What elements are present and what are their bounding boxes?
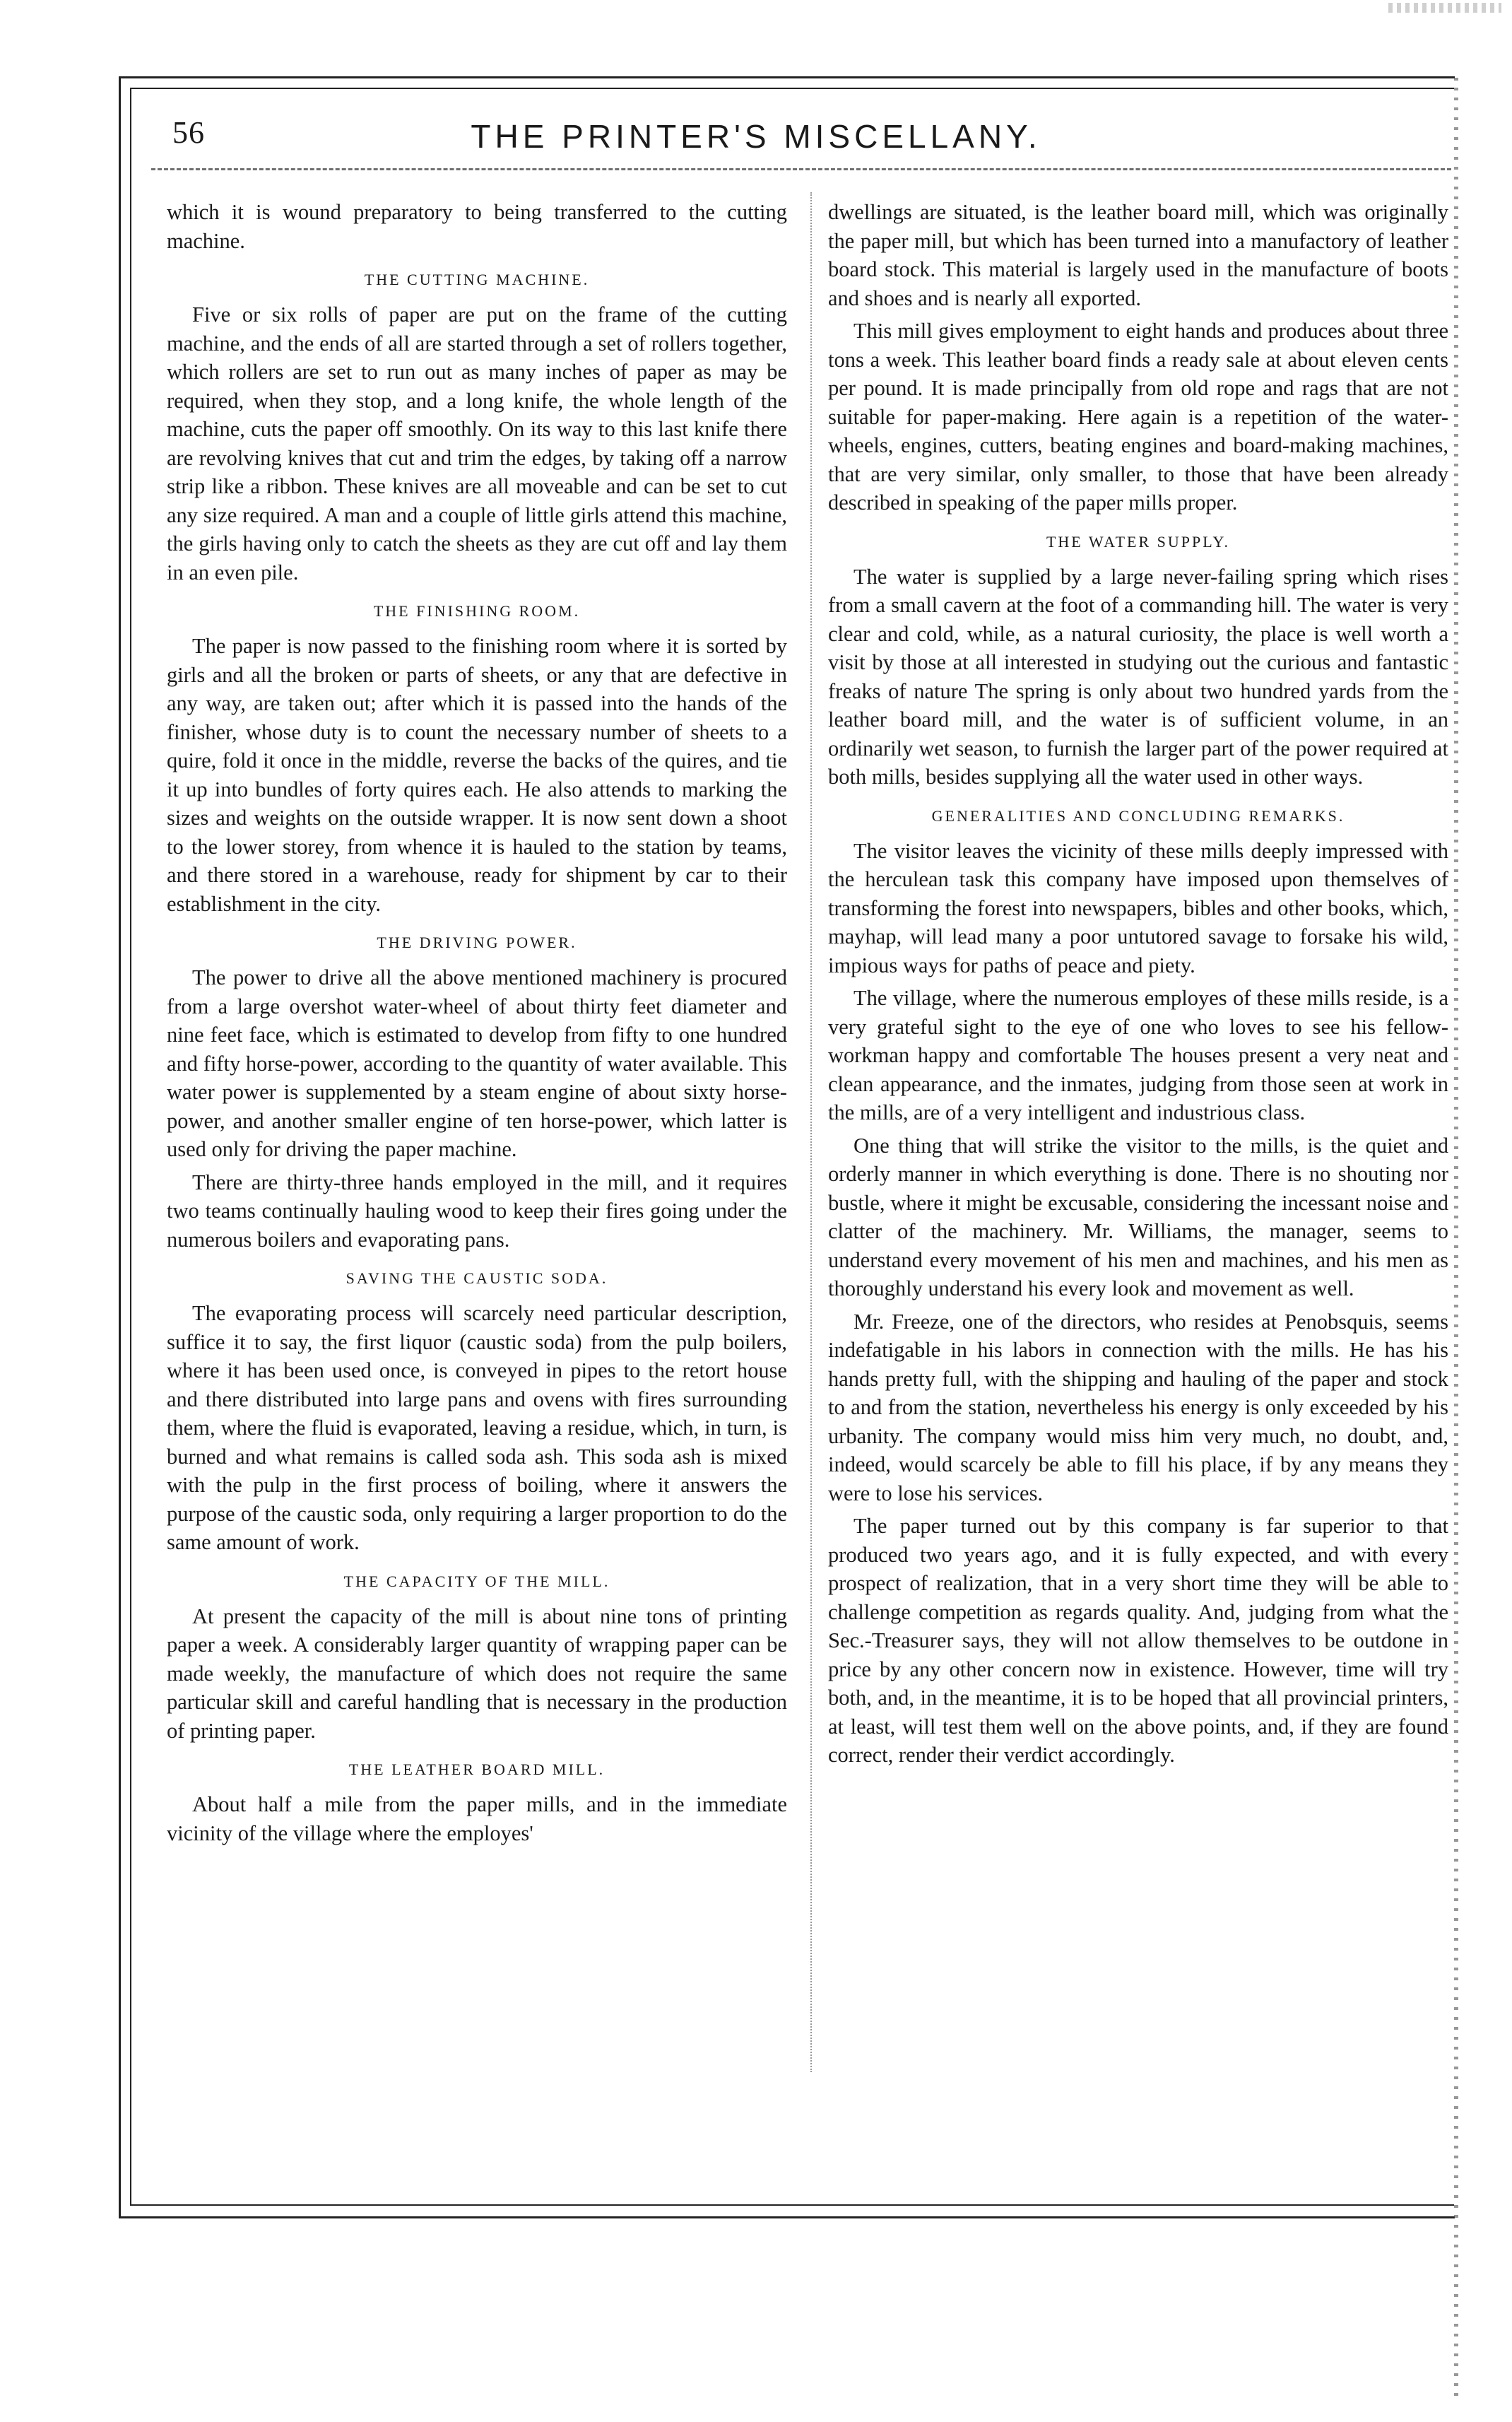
page-number: 56	[172, 115, 205, 150]
paragraph: which it is wound preparatory to being transferred to the cutting machine.	[167, 200, 787, 253]
section-heading: GENERALITIES AND CONCLUDING REMARKS.	[931, 806, 1345, 825]
paragraph: The evaporating process will scarcely need particular description, suffice it to say, the first liquor (caustic soda) from the pulp boilers, where it has been used once, is conveyed in pipes to the retort house and there distributed into large pans and ovens with fires surrounding them, where the fluid is evaporated, leaving a residue, which, in turn, is burned and what remains is called soda ash. This soda ash is mixed with the pulp in the first process of boiling, where it answers the purpose of the caustic soda, only requiring a larger proportion to do the same amount of work.	[167, 1301, 787, 1554]
section-heading: THE CAPACITY OF THE MILL.	[343, 1572, 610, 1590]
section-heading: SAVING THE CAUSTIC SODA.	[345, 1269, 608, 1287]
section-heading: THE WATER SUPPLY.	[1046, 532, 1231, 551]
paragraph: One thing that will strike the visitor to the mills, is the quiet and orderly manner in which everything is done. There is no shouting nor bustle, where it might be excusable, considering the incessant noise and clatter of the machinery. Mr. Williams, the manager, seems to understand every movement of his men and machines, and his men as thoroughly understand his every look and movement as well.	[828, 1133, 1448, 1300]
paragraph: There are thirty-three hands employed in the mill, and it requires two teams continually hauling wood to keep their fires going under the numerous boilers and evaporating pans.	[167, 1170, 787, 1252]
column-divider	[810, 192, 812, 2072]
paragraph: The water is supplied by a large never-failing spring which rises from a small cavern at the foot of a commanding hill. The water is very clear and cold, while, as a natural curiosity, the place is well worth a visit by those at all interested in studying out the curious and fantastic freaks of nature The spring is only about two hundred yards from the leather board mill, and the water is of sufficient volume, in an ordinarily wet season, to furnish the larger part of the power required at both mills, besides supplying all the water used in other ways.	[828, 564, 1448, 789]
header-rule	[151, 168, 1451, 170]
running-title: THE PRINTER'S MISCELLANY.	[471, 118, 1041, 155]
paragraph: dwellings are situated, is the leather board mill, which was originally the paper mill, but which has been turned into a manufactory of leather board stock. This material is largely used in the manufacture of boots and shoes and is nearly all exported.	[828, 200, 1448, 310]
paragraph: At present the capacity of the mill is about nine tons of printing paper a week. A considerably larger quantity of wrapping paper can be made weekly, the manufacture of which does not require the same particular skill and careful handling that is necessary in the production of printing paper.	[167, 1604, 787, 1743]
paragraph: The village, where the numerous employes of these mills reside, is a very grateful sight to the eye of one who loves to see his fellow-workman happy and comfortable The houses present a very neat and clean appearance, and the inmates, judging from those seen at work in the mills, are of a very intelligent and industrious class.	[828, 986, 1448, 1124]
paragraph: This mill gives employment to eight hands and produces about three tons a week. This leather board finds a ready sale at about eleven cents per pound. It is made principally from old rope and rags that are not suitable for paper-making. Here again is a repetition of the water-wheels, engines, cutters, beating engines and board-making machines, that are very similar, only smaller, to those that have been already described in speaking of the paper mills proper.	[828, 319, 1448, 515]
scan-smudge	[1388, 3, 1501, 13]
left-column	[167, 198, 787, 2106]
paragraph: The visitor leaves the vicinity of these mills deeply impressed with the herculean task this company have imposed upon themselves of transforming the forest into newspapers, bibles and other books, which, mayhap, will lead many a poor untutored savage to forsake his wild, impious ways for paths of peace and piety.	[828, 838, 1448, 977]
section-heading: THE DRIVING POWER.	[377, 934, 577, 951]
paragraph: Mr. Freeze, one of the directors, who resides at Penobsquis, seems indefatigable in his labors in connection with the mills. He has his hands pretty full, with the shipping and hauling of the paper and stock to and from the station, nevertheless his energy is only exceeded by his urbanity. The company would miss him very much, no doubt, and, indeed, would scarcely be able to fill his place, if by any means they were to lose his services.	[828, 1309, 1448, 1505]
section-heading: THE CUTTING MACHINE.	[364, 271, 590, 288]
section-heading: THE FINISHING ROOM.	[373, 602, 581, 620]
paragraph: The paper is now passed to the finishing room where it is sorted by girls and all the broken or parts of sheets, or any that are defective in any way, are taken out; after which it is passed into the hands of the finisher, whose duty is to count the necessary number of sheets to a quire, fold it once in the middle, reverse the backs of the quires, and tie it up into bundles of forty quires each. He also attends to marking the sizes and weights on the outside wrapper. It is now sent down a shoot to the lower storey, from whence it is hauled to the station by teams, and there stored in a warehouse, ready for shipment by car to their establishment in the city.	[167, 634, 787, 916]
right-column	[828, 198, 1448, 2106]
paragraph: Five or six rolls of paper are put on the frame of the cutting machine, and the ends of all are started through a set of rollers together, which rollers are set to run out as many inches of paper as may be required, when they stop, and a long knife, the whole length of the machine, cuts the paper off smoothly. On its way to this last knife there are revolving knives that cut and trim the edges, by taking off a narrow strip like a ribbon. These knives are all moveable and can be set to cut any size required. A man and a couple of little girls attend this machine, the girls having only to catch the sheets as they are cut off and lay them in an even pile.	[167, 302, 787, 584]
paragraph: The power to drive all the above mentioned machinery is procured from a large overshot water-wheel of about thirty feet diameter and nine feet face, which is estimated to develop from fifty to one hundred and fifty horse-power, according to the quantity of water available. This water power is supplemented by a steam engine of about sixty horse-power, and another smaller engine of ten horse-power, which latter is used only for driving the paper machine.	[167, 965, 787, 1161]
paragraph: The paper turned out by this company is far superior to that produced two years ago, and it is fully expected, and with every prospect of realization, that in a very short time they will be able to challenge competition as regards quality. And, judging from what the Sec.-Treasurer says, they will not allow themselves to be outdone in price by any other concern now in existence. However, time will try both, and, in the meantime, it is to be hoped that all provincial printers, at least, will test them well on the above points, and, if they are found correct, render their verdict accordingly.	[828, 1514, 1448, 1767]
section-heading: THE LEATHER BOARD MILL.	[348, 1760, 606, 1778]
paragraph: About half a mile from the paper mills, and in the immediate vicinity of the village where the employes'	[167, 1792, 787, 1845]
right-edge-perforation	[1454, 78, 1458, 2396]
